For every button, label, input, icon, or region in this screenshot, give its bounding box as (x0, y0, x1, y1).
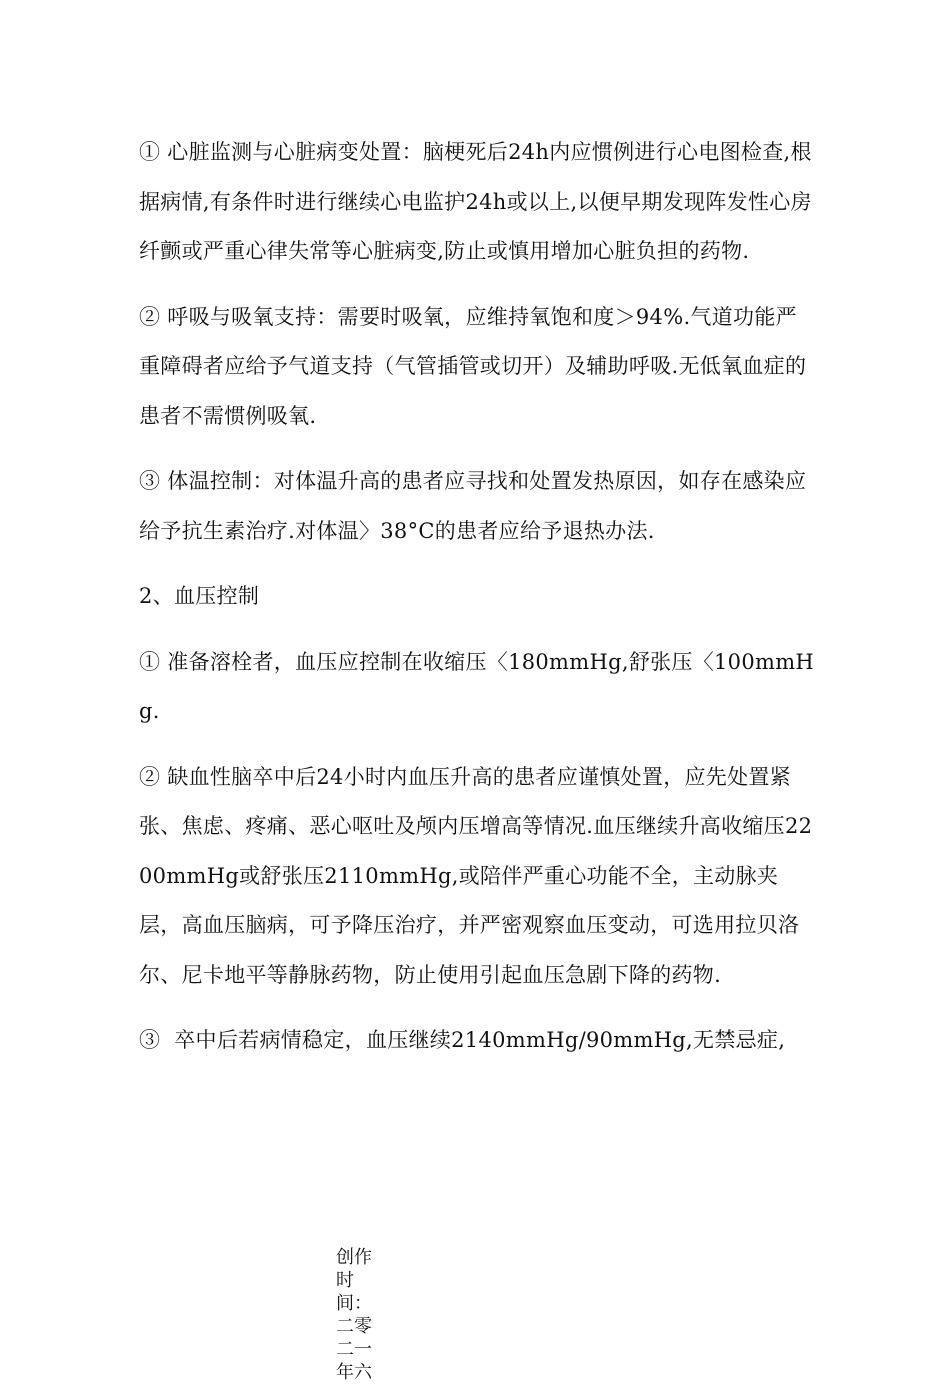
creation-time-footer: 创作时间：二零二一年六 (336, 1247, 372, 1383)
paragraph-bp-management: ② 缺血性脑卒中后24小时内血压升高的患者应谨慎处置，应先处置紧张、焦虑、疼痛、恶心呕吐及颅内压增高等情况.血压继续升高收缩压2200mmHg或舒张压2110mmHg,或陪伴严重心功能不全，主动脉夹层，高血压脑病，可予降压治疗，并严密观察血压变动，可选用拉贝洛尔、尼卡地平等静脉药物，防止使用引起血压急剧下降的药物. (139, 764, 813, 987)
document-body (139, 128, 815, 1066)
paragraph-cardiac-monitoring: ① 心脏监测与心脏病变处置：脑梗死后24h内应惯例进行心电图检查,根据病情,有条件时进行继续心电监护24h或以上,以便早期发现阵发性心房纤颤或严重心律失常等心脏病变,防止或慎用增加心脏负担的药物. (139, 140, 812, 263)
paragraph-stable-bp: ③ 卒中后若病情稳定，血压继续2140mmHg/90mmHg,无禁忌症, (139, 1028, 786, 1052)
paragraph-respiratory-support: ② 呼吸与吸氧支持：需要时吸氧，应维持氧饱和度＞94%.气道功能严重障碍者应给予气道支持（气管插管或切开）及辅助呼吸.无低氧血症的患者不需惯例吸氧. (139, 304, 807, 428)
paragraph-thrombolysis-bp: ① 准备溶栓者，血压应控制在收缩压〈180mmHg,舒张压〈100mmHg. (139, 649, 815, 723)
section-heading-blood-pressure: 2、血压控制 (139, 584, 260, 608)
paragraph-temperature-control: ③ 体温控制：对体温升高的患者应寻找和处置发热原因，如存在感染应给予抗生素治疗.对体温〉38°C的患者应给予退热办法. (139, 469, 807, 543)
